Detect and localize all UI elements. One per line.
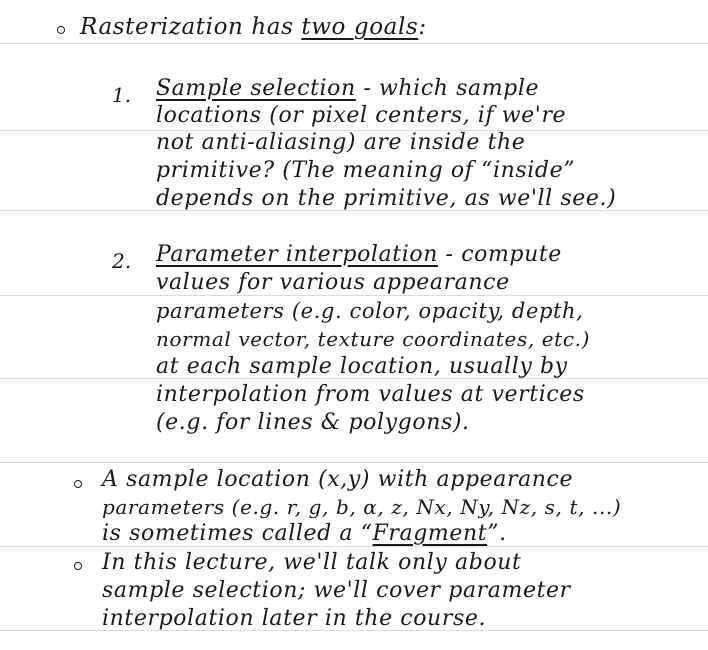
item2-line-4: at each sample location, usually by	[156, 354, 568, 379]
ruled-line	[0, 43, 708, 44]
parameter-interpolation-heading: Parameter interpolation	[156, 242, 438, 267]
item2-line-2: parameters (e.g. color, opacity, depth,	[156, 299, 584, 323]
bullet3-line-0: In this lecture, we'll talk only about	[102, 550, 522, 575]
item2-line-1: values for various appearance	[156, 270, 510, 295]
bullet3-line-1: sample selection; we'll cover parameter	[102, 578, 571, 603]
item2-line-3: normal vector, texture coordinates, etc.)	[156, 327, 590, 351]
item-number-1: 1.	[112, 83, 132, 107]
rasterization-text: Rasterization has	[80, 14, 302, 40]
ruled-line	[0, 462, 708, 463]
bullet2-line-0: A sample location (x,y) with appearance	[102, 467, 574, 492]
bullet-marker	[57, 26, 65, 34]
bullet2-line-2	[102, 521, 507, 547]
item2-line-0	[156, 242, 562, 268]
item2-line-0-text: - compute	[437, 242, 562, 267]
two-goals-underlined: two goals	[301, 14, 419, 40]
bullet-marker	[74, 562, 82, 570]
closing-quote: ”.	[487, 521, 507, 546]
item1-line-1: locations (or pixel centers, if we're	[156, 103, 567, 128]
called-a-text: is sometimes called a “	[102, 521, 373, 546]
item1-line-2: not anti-aliasing) are inside the	[156, 130, 526, 155]
item1-line-3: primitive? (The meaning of “inside”	[156, 158, 576, 183]
item-number-2: 2.	[112, 249, 132, 273]
bullet-rasterization-goals	[80, 14, 427, 40]
bullet2-line-1: parameters (e.g. r, g, b, α, z, Nx, Ny, Nz, s, t, ...)	[102, 495, 622, 519]
item1-line-0	[156, 76, 539, 102]
item2-line-6: (e.g. for lines & polygons).	[156, 410, 470, 435]
sample-selection-heading: Sample selection	[156, 76, 356, 101]
item1-line-0-text: - which sample	[355, 76, 540, 101]
item2-line-5: interpolation from values at vertices	[156, 382, 585, 407]
bullet-marker	[74, 480, 82, 488]
bullet3-line-2: interpolation later in the course.	[102, 606, 487, 631]
colon: :	[418, 14, 427, 40]
fragment-underlined: Fragment	[372, 521, 488, 546]
item1-line-4: depends on the primitive, as we'll see.)	[156, 186, 617, 211]
